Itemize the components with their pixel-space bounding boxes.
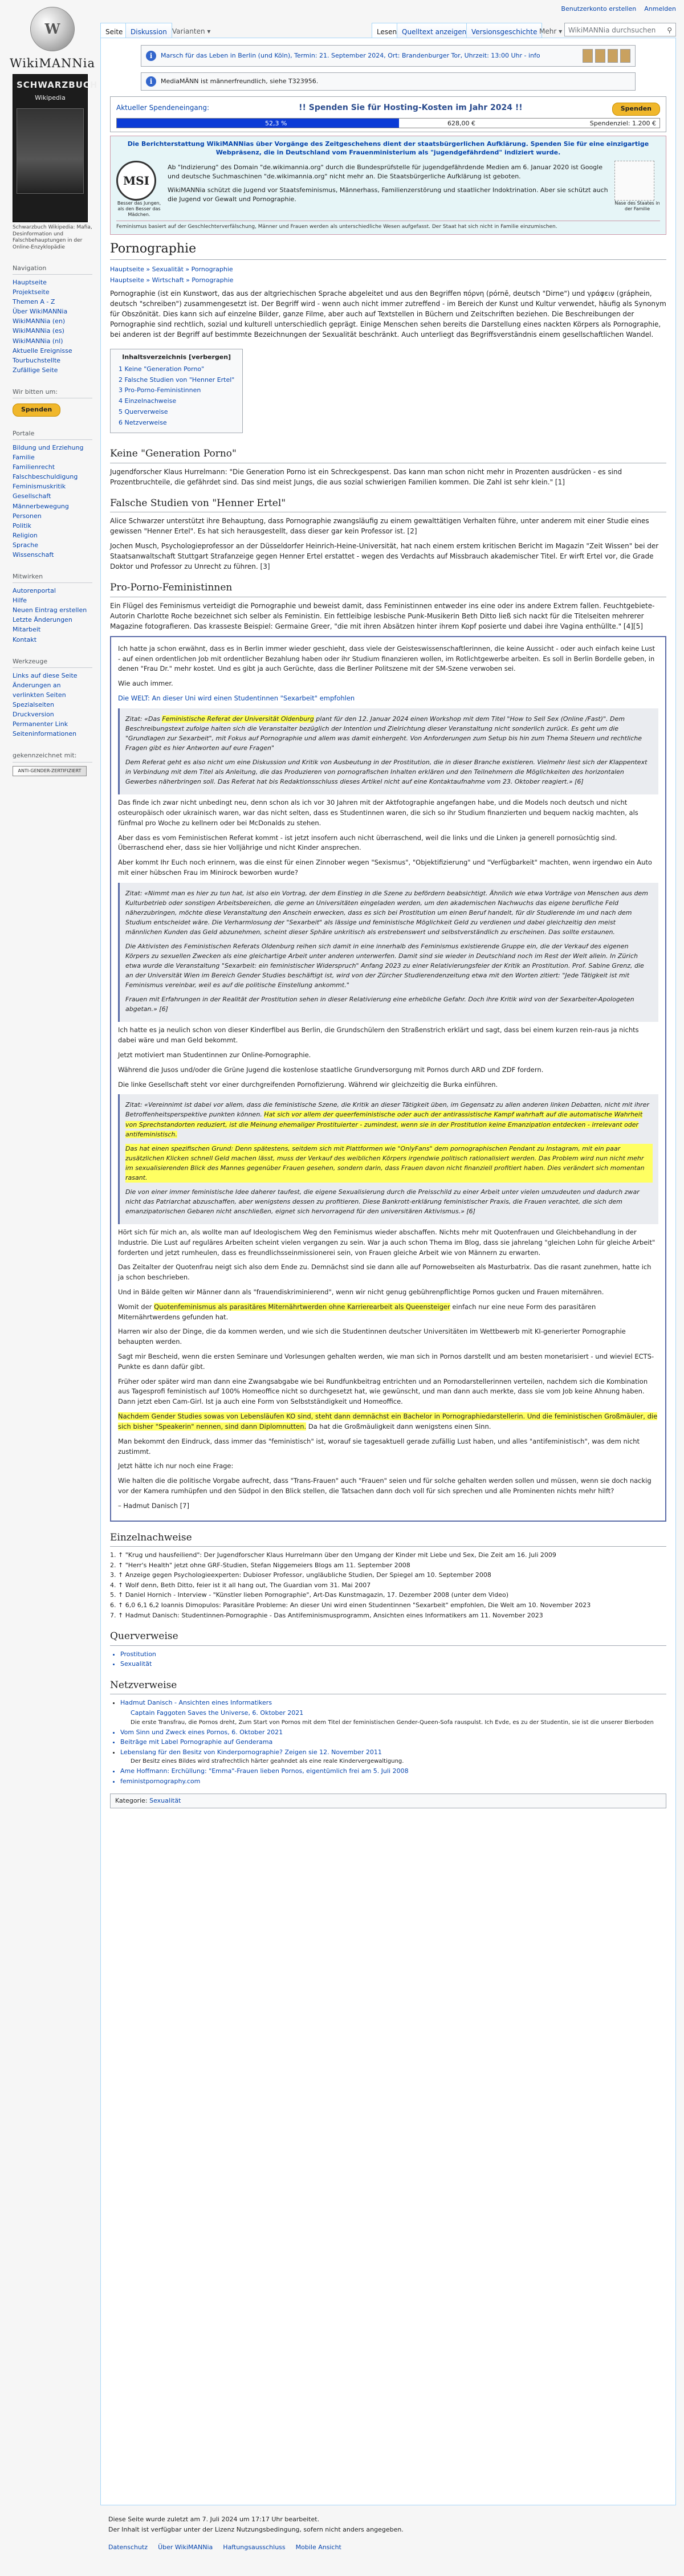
msi-logo-icon: MSI — [116, 161, 156, 201]
guard-heading: gekennzeichnet mit: — [13, 751, 92, 763]
portal-item[interactable]: Gesellschaft — [13, 492, 51, 500]
portal-item[interactable]: Familie — [13, 454, 35, 462]
quote-paragraph: Hört sich für mich an, als wollte man auf Ideologischem Weg den Feminismus wieder abschaffen. Nichts mehr mit Quotenfrauen und Gleichbehandlung in der Industrie. Die Lust auf reguläres Arbeiten scheint vielen vergangen zu sein. War ja auch schon Thema im Blog, dass sie jahrelang "gleichen Lohn für gleiche Arbeit" forderten und jetzt rumheulen, dass es freundlichsseinmissionerei sein, von Frauen gleiche Arbeit wie von Männern zu erwarten. — [118, 1228, 656, 1257]
logo-wordmark: WikiMANNia — [9, 56, 96, 70]
footer-link[interactable]: Über WikiMANNia — [158, 2544, 213, 2551]
footer-link[interactable]: Mobile Ansicht — [295, 2544, 341, 2551]
tools-item[interactable]: Spezialseiten — [13, 701, 54, 709]
portals-heading: Portale — [13, 429, 92, 441]
category-link[interactable]: Sexualität — [149, 1796, 181, 1804]
variants-dropdown[interactable] — [168, 23, 215, 38]
mediamann-notice-text: MediaMÄNN ist männerfreundlich, siehe T323956. — [161, 77, 319, 85]
toc-item[interactable]: 2 Falsche Studien von "Henner Ertel" — [119, 376, 235, 384]
tools-portal — [13, 657, 92, 739]
section-heading: Keine "Generation Porno" — [110, 447, 666, 463]
toc-item[interactable]: 6 Netzverweise — [119, 418, 167, 426]
citation-block — [118, 708, 658, 794]
quote-text: einfach nur eine neue Form des parasitären Miternährtwerdens gefunden hat. — [118, 1302, 596, 1321]
search-icon[interactable]: ⚲ — [667, 26, 672, 34]
portal-item[interactable]: Wissenschaft — [13, 551, 54, 559]
category-box — [110, 1794, 666, 1809]
family-sketch-image — [614, 161, 654, 201]
login-link[interactable]: Anmelden — [644, 5, 676, 13]
promo-title: SCHWARZBUCH — [17, 80, 98, 90]
quote-paragraph: Und in Bälde gelten wir Männer dann als "frauendiskriminierend", wenn wir nicht genug gebührenpflichtige Pornos gucken und Frauen miternähren. — [118, 1287, 604, 1296]
help-item[interactable]: Neuen Eintrag erstellen — [13, 606, 87, 614]
reference-item[interactable]: 5. ↑ Daniel Hornich - Interview - "Künstler lieben Pornographie", Art-Das Kunstmagazin, 17. Dezember 2008 (unter dem Video) — [110, 1591, 508, 1599]
quote-text: Da hat die Großmäuligkeit dann wenigstens einen Sinn. — [306, 1422, 491, 1430]
external-link[interactable]: • feministpornography.com — [120, 1776, 666, 1787]
portal-item[interactable]: Bildung und Erziehung — [13, 444, 84, 452]
footer — [108, 2514, 673, 2553]
external-links-list — [110, 1698, 666, 1786]
more-label: Mehr — [539, 27, 557, 35]
toc-title[interactable]: Inhaltsverzeichnis [verbergen] — [122, 353, 231, 361]
tools-item[interactable]: Änderungen an verlinkten Seiten — [13, 682, 66, 699]
help-item[interactable]: Hilfe — [13, 597, 27, 605]
footer-link[interactable]: Haftungsausschluss — [223, 2544, 286, 2551]
schwarzbuch-promo[interactable] — [13, 74, 98, 222]
highlighted-text: Quotenfeminismus als parasitäres Miternährtwerden ohne Karrierearbeit als Queensteiger — [154, 1302, 450, 1311]
tools-heading: Werkzeuge — [13, 657, 92, 669]
tab-history[interactable]: Versionsgeschichte — [466, 23, 542, 38]
sidebar-donate-button[interactable]: Spenden — [13, 403, 60, 417]
reference-item[interactable]: 7. ↑ Hadmut Danisch: Studentinnen-Pornographie - Das Antifeminismusprogramm, Ansichten eines Informatikers am 11. November 2023 — [110, 1611, 543, 1619]
footer-link[interactable]: Datenschutz — [108, 2544, 148, 2551]
section-heading: Netzverweise — [110, 1678, 666, 1695]
portal-item[interactable]: Männerbewegung — [13, 502, 69, 510]
see-also-item[interactable]: • Prostitution — [120, 1649, 666, 1660]
quote-paragraph: Wie auch immer. — [118, 679, 173, 688]
help-portal — [13, 572, 92, 645]
nav-item[interactable]: WikiMANNia (es) — [13, 327, 64, 335]
site-logo[interactable] — [7, 7, 98, 73]
section-heading: Querverweise — [110, 1629, 666, 1646]
sidebar — [13, 74, 98, 776]
portal-item[interactable]: Familienrecht — [13, 463, 55, 471]
section-heading: Pro-Porno-Feministinnen — [110, 581, 666, 597]
external-link[interactable]: Lebenslang für den Besitz von Kinderpornographie? Zeigen sie 12. November 2011 — [120, 1748, 382, 1756]
quote-paragraph: Harren wir also der Dinge, die da kommen werden, und wie sich die Studentinnen deutscher Universitäten im Wettbewerb mit KI-generierter Pornographie behaupten werden. — [118, 1327, 626, 1346]
citation-text: Zitat: «Das — [125, 715, 162, 723]
breadcrumb[interactable]: Hauptseite » Sexualität » Pornographie — [110, 266, 233, 274]
reference-item[interactable]: 3. ↑ Anzeige gegen Psychologieexperten: Dubioser Professor, ungläubliche Studien, Der Spiegel am 10. September 2008 — [110, 1571, 491, 1579]
external-link[interactable]: Hadmut Danisch - Ansichten eines Informatikers — [120, 1699, 272, 1707]
portal-item[interactable]: Religion — [13, 531, 38, 539]
table-of-contents — [110, 349, 243, 434]
berm-caption-right: Nase des Staates in der Familie — [614, 201, 660, 211]
citation-text: Die von einer immer feministische Idee daherer taufest, die eigene Sexualisierung durch die Preisschild zu einer Arbeit unter vielen umzudeuten und dadurch zwar nicht das Patriarchat abzuschaffen, aber wenigstens dessen zu profitieren. Diese Bankrott-erklärung feministischer Praxis, die Frauen verachtet, die sich dem emanzipatorischen Gebaren nicht anschließen, eignet sich hervorragend für den universitären Aktivismus.» [6] — [125, 1188, 640, 1215]
donate-heading: Wir bitten um: — [13, 388, 92, 399]
external-sub-link[interactable]: Captain Faggoten Saves the Universe, 6. Oktober 2021 — [131, 1709, 304, 1717]
external-link[interactable]: • Beiträge mit Label Pornographie auf Genderama — [120, 1737, 666, 1747]
portal-item[interactable]: Sprache — [13, 541, 39, 549]
quote-paragraph: Früher oder später wird man dann eine Zwangsabgabe wie bei Rundfunkbeitrag entrichten und an Pornodarstellerinnen verteilen, nachdem sich die Kombination aus Tagesprofi feministisch auf 100% Homeoffice nicht so durchgesetzt hat, wie gewünscht, und man dann auch merkte, dass sie vom Job keine Ahnung haben. Dann jetzt eben Cam-Girl. Ist ja auch eine Form von Selbstständigkeit und Homeoffice. — [118, 1377, 648, 1406]
highlighted-text: Nachdem Gender Studies sowas von Lebensläufen KO sind, steht dann demnächst ein Bachelor in Pornographiedarstellerin. Und die feministischen Großmäuler, die sich bisher "Speakerin" nennen, sind dann Diplomnutten. — [118, 1412, 658, 1430]
portals-portal — [13, 429, 92, 560]
nav-item[interactable]: Themen A - Z — [13, 298, 55, 306]
quote-paragraph: Während die Jusos und/oder die Grüne Jugend die kostenlose staatliche Grundversorgung mit Pornos durch ARD und ZDF fordern. — [118, 1065, 544, 1074]
tab-read[interactable]: Lesen — [372, 23, 402, 38]
event-thumbnails — [583, 49, 630, 63]
paragraph: Jugendforscher Klaus Hurrelmann: "Die Generation Porno ist ein Schreckgespenst. Das kann man schon nicht mehr in Prozenten ausdrücken - es sind Prozentbruchteile, die gefährdet sind. Das sind meist Jungs, die aus sozial schwierigen Familien kommen. Die Zahl ist sehr klein." [1] — [110, 467, 622, 486]
personal-tools — [561, 5, 676, 14]
chevron-down-icon: ▾ — [559, 27, 563, 35]
quote-paragraph: Sagt mir Bescheid, wenn die ersten Seminare und Vorlesungen gehalten werden, wie man sich in Pornos darstellt und am besten monetarisiert - und wieviel ECTS-Punkte es dann dafür gibt. — [118, 1352, 654, 1371]
external-link[interactable]: • Ame Hoffmann: Erchüllung: "Emma"-Frauen lieben Pornos, eigentümlich frei am 5. Juli 2008 — [120, 1766, 666, 1776]
toc-item[interactable]: 5 Querverweise — [119, 407, 168, 415]
external-sub-text: Die erste Transfrau, die Pornos dreht, Zum Start von Pornos mit dem Titel der feministischen Gender-Queen-Sofa rauspulst. Ich Evde, es zu der Studentin, sie ist die unserer Bierboden — [131, 1719, 654, 1726]
section-heading: Falsche Studien von "Henner Ertel" — [110, 496, 666, 513]
mediamann-notice — [141, 72, 636, 91]
berm-text-2: WikiMANNia schützt die Jugend vor Staatsfeminismus, Männerhass, Familienzerstörung und staatlicher Indoktrination. Aber sie schützt auch die Jugend vor Gewalt und Pornographie. — [168, 186, 608, 203]
reference-item[interactable]: 6. ↑ 6,0 6,1 6,2 Ioannis Dimopulos: Parasitäre Probleme: An dieser Uni wird einen Studentinnen "Sexarbeit" empfohlen, Die Welt am 10. November 2023 — [110, 1601, 591, 1609]
info-icon: i — [146, 76, 156, 87]
quote-attribution: – Hadmut Danisch [7] — [118, 1501, 189, 1510]
tools-item[interactable]: Permanenter Link — [13, 720, 68, 728]
tools-item[interactable]: Links auf diese Seite — [13, 672, 78, 680]
tools-item[interactable]: Druckversion — [13, 711, 54, 719]
main-content — [100, 38, 676, 2505]
create-account-link[interactable]: Benutzerkonto erstellen — [561, 5, 637, 13]
variants-label: Varianten — [172, 27, 205, 35]
berm-text-1: Ab "Indizierung" des Domain "de.wikimannia.org" durch die Bundesprüfstelle für jugendgefährdende Medien am 6. Januar 2020 ist Google und deutsche Suchmaschinen "de.wikimannia.org" nicht mehr an. Die Staatsbürgerliche Aufklärung ist geboten. — [168, 164, 602, 181]
footer-license: Der Inhalt ist verfügbar unter der Lizenz Nutzungsbedingung, sofern nicht anders angegeben. — [108, 2525, 404, 2533]
portal-item[interactable]: Politik — [13, 521, 31, 529]
donation-progress-fill — [117, 119, 399, 128]
quote-paragraph: Das finde ich zwar nicht unbedingt neu, denn schon als ich vor 30 Jahren mit der Aktfotographie angefangen habe, und die Models noch deutsch und nicht osteuropäisch oder ukrainisch waren, war das nicht selten, dass es Studentinnen waren, die sich so ihr Studium finanzierten und bequem nackig machten, als fünfmal pro Woche zu kellnern oder bei McDonalds zu stehen. — [118, 798, 638, 827]
nav-heading: Navigation — [13, 264, 92, 275]
toc-item[interactable]: 4 Einzelnachweise — [119, 397, 177, 405]
logo-globe-icon: W — [30, 7, 75, 51]
nav-portal — [13, 264, 92, 375]
citation-text: Zitat: «Vereinnimt ist dabei vor allem, dass die feministische Szene, die Kritik an dieser Tätigkeit üben, im Gegensatz zu allen anderen linken Debatten, nicht mit ihrer Betroffenheitsperspektive punkten können. — [125, 1101, 649, 1119]
donation-goal: Spendenziel: 1.200 € — [589, 119, 656, 127]
anti-gender-badge[interactable]: ANTI-GENDER-ZERTIFIZIERT — [13, 766, 87, 776]
quote-paragraph: Die linke Gesellschaft steht vor einer durchgreifenden Pornofizierung. Während wir gleichzeitig die Burka einführen. — [118, 1080, 498, 1089]
donation-percent: 52,3 % — [265, 119, 287, 127]
help-item[interactable]: Autorenportal — [13, 587, 56, 595]
quote-text: Womit der — [118, 1302, 154, 1311]
citation-text: plant für den 12. Januar 2024 einen Workshop mit dem Titel "How to Sell Sex (Online /Fast)". Dem Beschreibungstext zufolge halten sich die Veranstalter bezüglich der Intention und Zielrichtung dieser Veranstaltung nicht sonderlich zurück. Es geht um die "Grundlagen zur Sexarbeit", mit Fokus auf Pornographie und allem was damit einhergeht. Von Anforderungen zum Setup bis hin zum Thema Steuern und rechtliche Fragen gibt es hier Antworten auf eure Fragen" — [125, 715, 642, 752]
citation-block — [118, 883, 658, 1022]
berm-heading: Die Berichterstattung WikiMANNias über Vorgänge des Zeitgeschehens dient der staatsbürgerlichen Aufklärung. Spenden Sie für eine einzigartige Webpräsenz, die in Deutschland vom Frauenministerium als "jugendgefährdend" indiziert wurde. — [127, 140, 649, 157]
reference-item[interactable]: 4. ↑ Wolf denn, Beth Ditto, feier ist it all hang out, The Guardian vom 31. Mai 2007 — [110, 1581, 371, 1589]
donate-portal — [13, 388, 92, 417]
citation-text: Zitat: «Nimmt man es hier zu tun hat, ist also ein Vortrag, der dem Einstieg in die Szene zu befördern beabsichtigt. Ähnlich wie etwa Vorträge von Menschen aus dem Kulturbetrieb oder sonstigen Arbeitsbereichen, die gerne an Universitäten eingeladen werden, um den akademischen Nachwuchs das eigene berufliche Feld näherzubringen, möchte diese Veranstaltung den Anschein erwecken, dass es sich bei Prostitution um einen Beruf handelt, für dir Studierende im und nach dem Studium entscheidet wäre. Die Verharmlosung der "Sexarbeit" als lässige und feministische Möglichkeit Geld zu verdienen und dabei gleichzeitig den meist männlichen Kunden das Geld abzunehmen, scheint dieser Sphäre unkritisch als erstrebenswert und selbstverständlich zu erscheinen. Das sollte erstaunen. — [125, 889, 649, 936]
quote-paragraph: Ich hatte ja schon erwähnt, dass es in Berlin immer wieder geschieht, dass viele der Geisteswissenschaftlerinnen, die keine Aussicht - oder auch einfach keine Lust - auf einen ordentlichen Job mit ordentlicher Bezahlung haben oder ihr Studium finanzieren wollen, im Rotlichtgewerbe arbeiten. Es soll in Berlin Bordelle geben, in denen "Frau Dr." mehr kostet. Und es gibt ja auch Gerüchte, dass die Berliner Politszene mit der SM-Szene verwoben sei. — [118, 644, 656, 673]
quote-paragraph: Jetzt motiviert man Studentinnen zur Online-Pornographie. — [118, 1050, 311, 1059]
external-sub-text: Der Besitz eines Bildes wird strafrechtlich härter geahndet als eine reale Kindervergewaltigung. — [131, 1758, 404, 1765]
donate-button[interactable]: Spenden — [612, 103, 660, 116]
footer-last-edited: Diese Seite wurde zuletzt am 7. Juli 2024 um 17:17 Uhr bearbeitet. — [108, 2516, 320, 2523]
berm-footnote: Feminismus basiert auf der Geschlechterverfälschung, Männer und Frauen werden als unterschiedliche Wesen aufgefasst. Der Staat hat sich nicht in Familie einzumischen. — [116, 221, 660, 231]
chevron-down-icon: ▾ — [207, 27, 211, 35]
intro-paragraph: Pornographie (ist ein Kunstwort, das aus der altgriechischen Sprache abgeleitet und aus den Begriffen πόρνη (pórnē, deutsch "Dirne") und γράφειν (gráphein, deutsch "schreiben") zusammengesetzt ist. Der Begriff wird - wenn auch nicht immer zutreffend - im Bereich der Kunst und Kultur verwendet, häufig als Synonym für Obszönität. Dies kann sich auf einzelne Bilder, ganze Filme, aber auch auf Textstellen in Büchern und Zeitschriften beziehen. Die Beschreibungen der Pornographie sind rechtlich, sozial und kulturell unterschiedlich geprägt. Einige Menschen sehen bereits die Darstellung eines nackten Körpers als Pornographie, bei anderen ist der Begriff auf bestimmte Bezeichnungen der Sexualität beschränkt. Auch unterliegt das Begriffsverständnis einem gesellschaftlichen Wandel. — [110, 289, 666, 339]
toc-item[interactable]: 1 Keine "Generation Porno" — [119, 365, 205, 373]
portal-item[interactable]: Falschbeschuldigung — [13, 473, 78, 481]
citation-text: Dem Referat geht es also nicht um eine Diskussion und Kritik von Ausbeutung in der Prostitution, die in dieser Branche existieren. Vielmehr liest sich der Klappentext in Verbindung mit dem Titel als Anleitung, die das Produzieren von pornografischen Inhalten erklären und den Teilnehmern die Möglichkeiten des horizontalen Gewerbes näherbringen soll. Das Referat hat bis Redaktionsschluss dieses Artikel nicht auf eine Kontaktaufnahme vom 23. Oktober reagiert.» [6] — [125, 758, 648, 786]
category-label: Kategorie: — [115, 1796, 148, 1804]
external-link-item — [120, 1747, 666, 1767]
info-icon: i — [146, 51, 156, 61]
toc-item[interactable]: 3 Pro-Porno-Feministinnen — [119, 386, 201, 394]
nav-item[interactable]: Projektseite — [13, 288, 50, 296]
paragraph: Ein Flügel des Feminismus verteidigt die Pornographie und beweist damit, dass Feministinnen entweder ins eine oder ins andere Extrem fallen. Feuchtgebiete-Autorin Charlotte Roche bezeichnet sich selber als Feministin. Ein fettleibige lesbische Punk-Musikerin Beth Ditto ließ sich nackt für die Titelseiten mehrerer Magazine fotografieren. Das krasseste Beispiel: Germaine Greer, "die mit ihren Absätzen hinter ihrem Kopf posierte und dabei ihre Vagina enthüllte." [4][5] — [110, 601, 655, 630]
more-dropdown[interactable] — [535, 23, 567, 38]
quote-paragraph: Wie halten die die politische Vorgabe aufrecht, dass "Trans-Frauen" auch "Frauen" seien und für solche gehalten werden sollen und müssen, wenn sie doch nackig vor der Kamera rumhüpfen und den Südpol in den Blick stellen, die Tatsachen dann doch voll für sich sprechen und alle Prominenten nichts mehr hilft? — [118, 1477, 652, 1495]
external-link[interactable]: • Vom Sinn und Zweck eines Pornos, 6. Oktober 2021 — [120, 1727, 666, 1738]
highlighted-text: Das hat einen spezifischen Grund: Denn spätestens, seitdem sich mit Plattformen wie "OnlyFans" dem pornographischen Pendant zu Instagram, mit ein paar zusätzlichen Klicken schnell Geld machen lässt, muss der Verkauf des weiblichen Körpers irgendwie politisch rationalisiert werden. Das Problem wird nun nicht mehr im sexualisierenden Blick des Mannes gegenüber Frauen gesehen, sondern darin, dass Frauen davon nicht finanziell profitiert haben. Dies verändert sich momentan rasant. — [125, 1144, 653, 1183]
citation-text: Die Aktivisten des Feministischen Referats Oldenburg reihen sich damit in eine innerhalb des Feminismus existierende Gruppe ein, die der Verkauf des eigenen Körpers zu sexuellen Zwecken als eine gleichartige Arbeit unter anderen unterwerfen. Damit sind sie wieder in Deutschland noch im Rest der Welt allein. In Zürich etwa wurde die Veranstaltung "Sexarbeit: ein feministischer Widerspruch" Anfang 2023 zu einer Relativierungsfeier der Kritik an Prostitution. Prof. Sabine Grenz, die an der Universität Wien im Bereich Gender Studies beschäftigt ist, wird von der Zürcher Studierendenzeitung etwa mit den Worten zitiert: "Jede Tätigkeit ist mit Feminismus vereinbar, weil es auf die politische Einstellung ankommt." — [125, 943, 644, 989]
references-list — [110, 1550, 666, 1620]
see-also-list — [110, 1649, 666, 1669]
quote-paragraph: Man bekommt den Eindruck, dass immer das "feministisch" ist, worauf sie tagesaktuell gerade zufällig Lust haben, und alles "antifeministisch", was dem nicht zustimmt. — [118, 1437, 640, 1456]
search-input[interactable] — [564, 23, 676, 36]
nav-item[interactable]: WikiMANNia (en) — [13, 317, 66, 325]
citation-text: Frauen mit Erfahrungen in der Realität der Prostitution sehen in dieser Relativierung eine erhebliche Gefahr. Doch ihre Kritik wird von der Sexarbeiter-Apologeten abgetan.» [6] — [125, 996, 634, 1013]
citation-block — [118, 1094, 658, 1224]
donation-label[interactable]: Aktueller Spendeneingang: — [116, 104, 210, 112]
promo-cover-image — [17, 108, 84, 194]
help-item[interactable]: Kontakt — [13, 635, 37, 643]
berm-caption-left: Besser das Jungen, als den Besser das Mädchen. — [117, 201, 161, 217]
tools-item[interactable]: Seiteninformationen — [13, 730, 77, 738]
donation-progress-bar — [116, 118, 660, 128]
donation-amount: 628,00 € — [447, 119, 475, 127]
donation-title: !! Spenden Sie für Hosting-Kosten im Jahr 2024 !! — [299, 103, 523, 112]
quote-paragraph: Aber dass es vom Feministischen Referat kommt - ist jetzt insofern auch nicht überraschend, weil die links und die Linken ja generell pornosüchtig sind. Überraschend eher, dass sie hier Volljährige und nicht Kinder ansprechen. — [118, 833, 617, 852]
page-title: Pornographie — [110, 239, 666, 260]
quote-paragraph: Jetzt hätte ich nur noch eine Frage: — [118, 1462, 234, 1470]
danisch-quote — [110, 636, 666, 1522]
highlighted-text: Hat sich vor allem der queerfeministische oder auch der antirassistische Kampf wahrhaft auf die automatische Wahrheit von Sprechstandorten reduziert, ist die Meinung ehemaliger Prostituierter - zumindest, wenn sie in der Prostitution keine Emanzipation entdecken - irrelevant oder antifeministisch. — [125, 1111, 643, 1138]
reference-item[interactable]: 1. ↑ "Krug und hausfeiliend": Der Jugendforscher Klaus Hurrelmann über den Umgang der Kinder mit Liebe und Sex, Die Zeit am 16. Juli 2009 — [110, 1551, 556, 1559]
quote-paragraph[interactable]: Die WELT: An dieser Uni wird einen Studentinnen "Sexarbeit" empfohlen — [118, 694, 355, 702]
section-heading: Einzelnachweise — [110, 1531, 666, 1547]
see-also-item[interactable]: • Sexualität — [120, 1659, 666, 1669]
promo-subtitle: Wikipedia — [35, 93, 66, 101]
berm-info-box — [110, 136, 666, 235]
tab-talk[interactable]: Diskussion — [125, 23, 172, 38]
nav-item[interactable]: Über WikiMANNia — [13, 308, 68, 316]
external-link-item — [120, 1698, 666, 1727]
nav-item[interactable]: Tourbuchstellte — [13, 356, 61, 364]
highlighted-text: Feministische Referat der Universität Oldenburg — [162, 715, 314, 723]
portal-item[interactable]: Feminismuskritik — [13, 483, 66, 491]
paragraph: Jochen Musch, Psychologieprofessor an der Düsseldorfer Heinrich-Heine-Universität, hat nach einem erstem kritischen Bericht im Magazin "Zeit Wissen" bei der Staatsanwaltschaft Stuttgart Strafanzeige gegen Henner Ertel erstattet - wegen des Verdachts auf Missbrauch akademischer Titel. Er wirft Ertel vor, die Grade Doktor und Professor zu Unrecht zu führen. [3] — [110, 542, 659, 571]
nav-item[interactable]: WikiMANNia (nl) — [13, 337, 63, 345]
guard-portal — [13, 751, 92, 776]
tab-view-source[interactable]: Quelltext anzeigen — [397, 23, 471, 38]
event-notice — [141, 45, 636, 67]
portal-item[interactable]: Personen — [13, 512, 42, 520]
quote-paragraph: Aber kommt Ihr Euch noch erinnern, was die einst für einen Zinnober wegen "Sexismus", "Objektifizierung" und "Verfügbarkeit" machten, wenn irgendwo ein Auto mit einer hübschen Frau im Minirock beworben wurde? — [118, 858, 652, 877]
reference-item[interactable]: 2. ↑ "Herr's Health" jetzt ohne GRF-Studien, Stefan Niggemeiers Blogs am 11. September 2008 — [110, 1561, 410, 1569]
breadcrumb[interactable]: Hauptseite » Wirtschaft » Pornographie — [110, 276, 234, 284]
nav-item[interactable]: Hauptseite — [13, 279, 47, 287]
help-item[interactable]: Mitarbeit — [13, 626, 41, 634]
promo-caption: Schwarzbuch Wikipedia: Mafia, Desinformation und Falschbehauptungen in der Online-Enzyklopädie — [13, 225, 92, 251]
tab-bar — [100, 23, 676, 38]
search-placeholder: WikiMANNia durchsuchen — [568, 26, 656, 34]
quote-paragraph: Das Zeitalter der Quotenfrau neigt sich also dem Ende zu. Demnächst sind sie dann alle auf Pornowebseiten als Masturbatrix. Das die rasant zunehmen, hatte ich ja schon beschrieben. — [118, 1263, 652, 1282]
nav-item[interactable]: Aktuelle Ereignisse — [13, 347, 72, 354]
donation-box — [110, 96, 666, 132]
tab-page[interactable]: Seite — [100, 23, 128, 38]
help-heading: Mitwirken — [13, 572, 92, 584]
paragraph: Alice Schwarzer unterstützt ihre Behauptung, dass Pornographie zwangsläufig zu einem gewalttätigen Verhalten führe, unter anderem mit einer Studie eines gewissen "Henner Ertel". Es hat sich herausgestellt, dass dieser gar kein Professor ist. [2] — [110, 517, 649, 536]
help-item[interactable]: Letzte Änderungen — [13, 616, 72, 624]
nav-item[interactable]: Zufällige Seite — [13, 366, 58, 374]
quote-paragraph: Ich hatte es ja neulich schon von dieser Kinderfibel aus Berlin, die Grundschülern den Straßenstrich erklärt und sagt, dass bei einem kurzen rein-raus ja nichts dabei wäre und man Geld bekommt. — [118, 1026, 639, 1045]
event-notice-text[interactable]: Marsch für das Leben in Berlin (und Köln), Termin: 21. September 2024, Ort: Brandenburger Tor, Uhrzeit: 13:00 Uhr - info — [161, 51, 540, 59]
